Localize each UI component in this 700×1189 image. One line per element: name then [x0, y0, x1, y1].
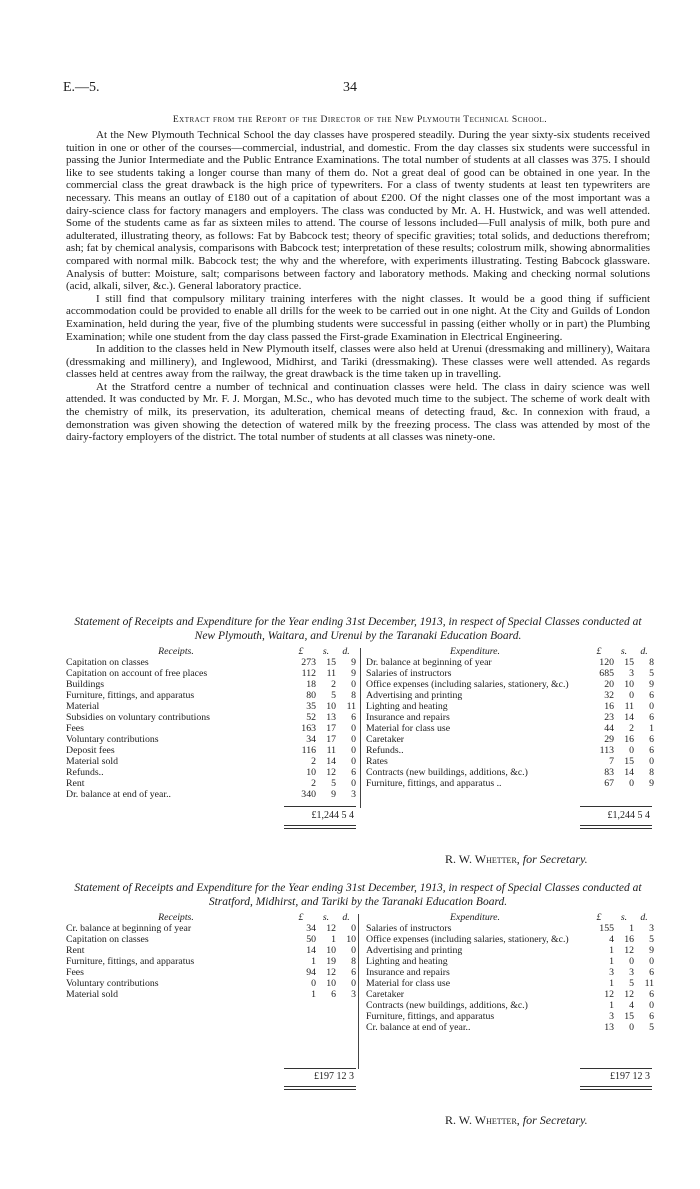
ledger-row	[66, 956, 356, 967]
amount-shillings: 12	[326, 767, 336, 778]
total-rule	[284, 828, 356, 829]
amount-pence: 0	[351, 778, 356, 789]
amount-shillings: 17	[326, 734, 336, 745]
amount-shillings: 13	[326, 712, 336, 723]
ledger-item-label: Material sold	[66, 756, 118, 767]
ledger-row	[66, 756, 356, 767]
amount-pence: 0	[351, 756, 356, 767]
ledger-row	[366, 767, 654, 778]
amount-pence: 8	[649, 657, 654, 668]
ledger-item-label: Advertising and printing	[366, 945, 463, 956]
ledger-row	[366, 745, 654, 756]
amount-shillings: 15	[624, 756, 634, 767]
amount-shillings: 6	[331, 989, 336, 1000]
total-rule	[284, 806, 356, 807]
amount-pounds: 116	[301, 745, 316, 756]
amount-pounds: 34	[306, 734, 316, 745]
amount-shillings: 11	[326, 745, 336, 756]
shillings-unit: s.	[620, 646, 628, 657]
amount-shillings: 15	[624, 1011, 634, 1022]
amount-pence: 3	[351, 789, 356, 800]
amount-shillings: 3	[629, 668, 634, 679]
amount-pounds: 1	[609, 1000, 614, 1011]
amount-pounds: 273	[301, 657, 316, 668]
ledger-row	[66, 923, 356, 934]
ledger-row	[366, 967, 654, 978]
ledger-item-label: Rates	[366, 756, 388, 767]
amount-pence: 6	[351, 767, 356, 778]
amount-pence: 0	[351, 978, 356, 989]
ledger-item-label: Cr. balance at beginning of year	[66, 923, 192, 934]
column-divider	[358, 914, 359, 1069]
report-title: Extract from the Report of the Director of the New Plymouth Technical School.	[172, 115, 548, 125]
ledger-item-label: Material	[66, 701, 100, 712]
ledger-row	[66, 934, 356, 945]
amount-pence: 8	[649, 767, 654, 778]
ledger-row	[366, 723, 654, 734]
ledger-row	[66, 945, 356, 956]
amount-pence: 0	[351, 679, 356, 690]
ledger-row	[366, 734, 654, 745]
report-body	[66, 129, 650, 444]
signature-role: for Secretary.	[522, 852, 588, 866]
amount-pounds: 2	[311, 778, 316, 789]
statement-1-expenditure	[366, 646, 654, 789]
shillings-unit: s.	[322, 912, 330, 923]
amount-pounds: 29	[604, 734, 614, 745]
amount-shillings: 17	[326, 723, 336, 734]
amount-pounds: 113	[599, 745, 614, 756]
amount-shillings: 0	[629, 690, 634, 701]
ledger-row	[66, 690, 356, 701]
amount-pounds: 163	[301, 723, 316, 734]
amount-shillings: 12	[326, 923, 336, 934]
amount-shillings: 14	[624, 767, 634, 778]
amount-pence: 6	[649, 734, 654, 745]
ledger-item-label: Voluntary contributions	[66, 734, 159, 745]
ledger-item-label: Dr. balance at end of year..	[66, 789, 171, 800]
amount-pounds: 3	[609, 967, 614, 978]
total-rule	[284, 1089, 356, 1090]
ledger-row	[366, 701, 654, 712]
amount-pence: 3	[649, 923, 654, 934]
amount-shillings: 10	[326, 978, 336, 989]
amount-pence: 0	[649, 701, 654, 712]
ledger-item-label: Contracts (new buildings, additions, &c.)	[366, 1000, 528, 1011]
amount-shillings: 0	[629, 956, 634, 967]
ledger-row	[366, 668, 654, 679]
amount-shillings: 16	[624, 734, 634, 745]
ledger-item-label: Rent	[66, 945, 85, 956]
amount-pounds: 155	[599, 923, 614, 934]
amount-shillings: 2	[331, 679, 336, 690]
statement-2-expenditure-total: £197 12 3	[610, 1071, 650, 1082]
amount-pence: 9	[649, 679, 654, 690]
ledger-item-label: Insurance and repairs	[366, 967, 450, 978]
amount-shillings: 10	[326, 945, 336, 956]
statement-2-signature	[445, 1113, 588, 1128]
ledger-row	[366, 778, 654, 789]
amount-pounds: 120	[599, 657, 614, 668]
ledger-row	[366, 978, 654, 989]
ledger-item-label: Cr. balance at end of year..	[366, 1022, 471, 1033]
amount-shillings: 10	[624, 679, 634, 690]
amount-pounds: 83	[604, 767, 614, 778]
ledger-item-label: Refunds..	[66, 767, 104, 778]
amount-shillings: 12	[624, 989, 634, 1000]
amount-shillings: 1	[629, 923, 634, 934]
amount-pence: 6	[351, 712, 356, 723]
ledger-row	[366, 923, 654, 934]
amount-pounds: 0	[311, 978, 316, 989]
ledger-row	[66, 679, 356, 690]
ledger-item-label: Capitation on classes	[66, 657, 149, 668]
column-heading: Receipts.	[158, 912, 194, 923]
ledger-item-label: Furniture, fittings, and apparatus	[366, 1011, 495, 1022]
amount-pence: 8	[351, 956, 356, 967]
amount-shillings: 5	[331, 690, 336, 701]
pence-unit: d.	[640, 912, 648, 923]
amount-shillings: 0	[629, 778, 634, 789]
signature-role: for Secretary.	[522, 1113, 588, 1127]
ledger-row	[366, 679, 654, 690]
amount-shillings: 16	[624, 934, 634, 945]
ledger-row	[366, 1000, 654, 1011]
statement-1-receipts	[66, 646, 356, 800]
ledger-row	[66, 989, 356, 1000]
ledger-item-label: Refunds..	[366, 745, 404, 756]
amount-pounds: 52	[306, 712, 316, 723]
ledger-item-label: Contracts (new buildings, additions, &c.)	[366, 767, 528, 778]
statement-1-signature	[445, 852, 588, 867]
ledger-row	[66, 657, 356, 668]
amount-shillings: 14	[624, 712, 634, 723]
amount-pence: 9	[649, 945, 654, 956]
amount-pence: 0	[649, 1000, 654, 1011]
amount-pounds: 2	[311, 756, 316, 767]
amount-shillings: 11	[326, 668, 336, 679]
statement-2-title: Statement of Receipts and Expenditure for the Year ending 31st December, 1913, in respect of Special Classes conducted at Stratford, Midhirst, and Tariki by the Taranaki Education Board.	[74, 882, 642, 908]
amount-pence: 11	[644, 978, 654, 989]
ledger-item-label: Office expenses (including salaries, stationery, &c.)	[366, 934, 569, 945]
pounds-unit: £	[596, 646, 602, 657]
amount-shillings: 2	[629, 723, 634, 734]
ledger-item-label: Caretaker	[366, 989, 405, 1000]
ledger-row	[66, 978, 356, 989]
amount-shillings: 12	[624, 945, 634, 956]
amount-pounds: 32	[604, 690, 614, 701]
signature-name: R. W. Whetter,	[445, 1113, 520, 1127]
ledger-item-label: Dr. balance at beginning of year	[366, 657, 492, 668]
amount-pence: 8	[351, 690, 356, 701]
total-rule	[580, 1086, 652, 1087]
amount-pence: 6	[649, 745, 654, 756]
amount-pence: 5	[649, 934, 654, 945]
ledger-item-label: Buildings	[66, 679, 105, 690]
amount-pence: 0	[351, 734, 356, 745]
amount-pence: 6	[649, 690, 654, 701]
amount-pounds: 3	[609, 1011, 614, 1022]
ledger-row	[66, 789, 356, 800]
amount-pounds: 1	[609, 978, 614, 989]
amount-shillings: 3	[629, 967, 634, 978]
total-rule	[580, 806, 652, 807]
amount-pence: 6	[649, 989, 654, 1000]
amount-pence: 0	[351, 745, 356, 756]
column-heading: Receipts.	[158, 646, 194, 657]
amount-pounds: 18	[306, 679, 316, 690]
pence-unit: d.	[640, 646, 648, 657]
total-rule	[580, 825, 652, 826]
ledger-item-label: Furniture, fittings, and apparatus	[66, 956, 195, 967]
amount-pence: 0	[351, 945, 356, 956]
amount-pence: 0	[351, 923, 356, 934]
amount-pounds: 94	[306, 967, 316, 978]
statement-2-receipts	[66, 912, 356, 1000]
statement-1-title: Statement of Receipts and Expenditure for the Year ending 31st December, 1913, in respect of Special Classes conducted at New Plymouth, Waitara, and Urenui by the Taranaki Education Board.	[74, 616, 642, 642]
page-number: 34	[343, 80, 357, 95]
amount-pounds: 12	[604, 989, 614, 1000]
amount-pounds: 7	[609, 756, 614, 767]
statement-2-receipts-total: £197 12 3	[314, 1071, 354, 1082]
amount-pounds: 1	[609, 956, 614, 967]
amount-shillings: 15	[326, 657, 336, 668]
document-reference: E.—5.	[63, 80, 100, 95]
ledger-item-label: Fees	[66, 967, 84, 978]
ledger-item-label: Capitation on account of free places	[66, 668, 208, 679]
amount-pounds: 1	[311, 956, 316, 967]
ledger-row	[366, 1011, 654, 1022]
pence-unit: d.	[342, 912, 350, 923]
ledger-item-label: Voluntary contributions	[66, 978, 159, 989]
ledger-row	[366, 1022, 654, 1033]
shillings-unit: s.	[322, 646, 330, 657]
ledger-row	[366, 989, 654, 1000]
amount-pounds: 14	[306, 945, 316, 956]
column-heading: Expenditure.	[450, 646, 500, 657]
ledger-item-label: Rent	[66, 778, 85, 789]
amount-pence: 9	[649, 778, 654, 789]
ledger-item-label: Advertising and printing	[366, 690, 463, 701]
ledger-item-label: Fees	[66, 723, 84, 734]
amount-shillings: 5	[629, 978, 634, 989]
amount-pence: 5	[649, 1022, 654, 1033]
amount-pounds: 13	[604, 1022, 614, 1033]
ledger-item-label: Furniture, fittings, and apparatus ..	[366, 778, 502, 789]
amount-shillings: 19	[326, 956, 336, 967]
amount-pounds: 80	[306, 690, 316, 701]
amount-shillings: 9	[331, 789, 336, 800]
amount-pence: 9	[351, 668, 356, 679]
ledger-item-label: Capitation on classes	[66, 934, 149, 945]
amount-pence: 11	[346, 701, 356, 712]
amount-pounds: 340	[301, 789, 316, 800]
ledger-row	[366, 690, 654, 701]
total-rule	[284, 825, 356, 826]
amount-pence: 6	[649, 967, 654, 978]
signature-name: R. W. Whetter,	[445, 852, 520, 866]
statement-2-expenditure	[366, 912, 654, 1033]
total-rule	[580, 1068, 652, 1069]
amount-pounds: 1	[609, 945, 614, 956]
amount-shillings: 4	[629, 1000, 634, 1011]
paragraph: In addition to the classes held in New Plymouth itself, classes were also held at Urenui (dressmaking and millinery), Waitara (dressmaking and millinery), and Inglewood, Midhirst, and Tariki (dressmaking). These classes were well attended. As regards classes held at centres away from the railway, the great drawback is the time taken up in travelling.	[66, 343, 650, 381]
ledger-item-label: Deposit fees	[66, 745, 115, 756]
amount-pounds: 35	[306, 701, 316, 712]
amount-pounds: 685	[599, 668, 614, 679]
pounds-unit: £	[596, 912, 602, 923]
amount-pounds: 16	[604, 701, 614, 712]
ledger-row	[366, 934, 654, 945]
ledger-row	[66, 668, 356, 679]
amount-pounds: 23	[604, 712, 614, 723]
amount-pence: 6	[351, 967, 356, 978]
amount-shillings: 14	[326, 756, 336, 767]
amount-shillings: 0	[629, 745, 634, 756]
amount-pounds: 34	[306, 923, 316, 934]
paragraph: At the New Plymouth Technical School the day classes have prospered steadily. During the year sixty-six students received tuition in one or other of the courses—commercial, industrial, and domestic. From the day classes six students were successful in passing the Junior Intermediate and the Public Entrance Examinations. The total number of students at all classes was 375. I should like to see students taking a longer course than many of them do. Not a great deal of good can be obtained in one year. In the commercial class the great drawback is the high price of typewriters. For a class of twenty students at least ten typewriters are necessary. This means an outlay of £180 out of a capitation of about £200. Of the night classes one of the most important was a dairy-science class for factory managers and employers. The class was conducted by Mr. A. H. Hustwick, and was well attended. Some of the students came as far as sixteen miles to attend. The course of lessons included—Full analysis of milk, both pure and adulterated, illustrating theory, as follows: Fat by Babcock test; theory of specific gravities; total solids, and deductions therefrom; ash; fat by chemical analysis, comparisons with Babcock test; interpretation of these results; colostrum milk, showing abnormalities compared with normal milk. Babcock test; the why and the wherefore, with experiments illustrating. Testing Babcock glassware. Analysis of butter: Moisture, salt; comparisons between factory and laboratory methods. Making and checking normal solutions (acid, alkali, silver, &c.). General laboratory practice.	[66, 129, 650, 293]
ledger-row	[66, 778, 356, 789]
ledger-item-label: Subsidies on voluntary contributions	[66, 712, 210, 723]
ledger-row	[66, 767, 356, 778]
statement-1-expenditure-total: £1,244 5 4	[607, 810, 650, 821]
amount-shillings: 1	[331, 934, 336, 945]
ledger-item-label: Salaries of instructors	[366, 923, 452, 934]
amount-pence: 0	[649, 756, 654, 767]
ledger-row	[66, 745, 356, 756]
amount-pence: 3	[351, 989, 356, 1000]
amount-shillings: 12	[326, 967, 336, 978]
ledger-row	[66, 967, 356, 978]
ledger-row	[366, 657, 654, 668]
ledger-row	[66, 701, 356, 712]
ledger-row	[366, 756, 654, 767]
amount-pounds: 44	[604, 723, 614, 734]
ledger-row	[66, 734, 356, 745]
ledger-row	[366, 956, 654, 967]
ledger-item-label: Material sold	[66, 989, 118, 1000]
ledger-item-label: Lighting and heating	[366, 956, 448, 967]
pence-unit: d.	[342, 646, 350, 657]
amount-pence: 9	[351, 657, 356, 668]
ledger-row	[366, 712, 654, 723]
paragraph: I still find that compulsory military training interferes with the night classes. It would be a good thing if sufficient accommodation could be provided to enable all drills for the week to be carried out in one night. At the City and Guilds of London Examination, held during the year, five of the plumbing students were successful in passing (either wholly or in part) the Plumbing Examination; while one student from the day class passed the First-grade Examination in Electrical Engineering.	[66, 292, 650, 343]
amount-pounds: 50	[306, 934, 316, 945]
amount-shillings: 10	[326, 701, 336, 712]
amount-pence: 6	[649, 712, 654, 723]
ledger-item-label: Material for class use	[366, 723, 451, 734]
ledger-row	[66, 723, 356, 734]
shillings-unit: s.	[620, 912, 628, 923]
total-rule	[284, 1068, 356, 1069]
amount-shillings: 5	[331, 778, 336, 789]
amount-shillings: 15	[624, 657, 634, 668]
ledger-item-label: Insurance and repairs	[366, 712, 450, 723]
amount-shillings: 11	[624, 701, 634, 712]
amount-pounds: 1	[311, 989, 316, 1000]
amount-pounds: 4	[609, 934, 614, 945]
amount-pence: 6	[649, 1011, 654, 1022]
ledger-item-label: Office expenses (including salaries, stationery, &c.)	[366, 679, 569, 690]
statement-1-receipts-total: £1,244 5 4	[311, 810, 354, 821]
pounds-unit: £	[298, 912, 304, 923]
amount-pence: 0	[649, 956, 654, 967]
ledger-item-label: Material for class use	[366, 978, 451, 989]
ledger-item-label: Lighting and heating	[366, 701, 448, 712]
amount-pence: 5	[649, 668, 654, 679]
amount-pence: 0	[351, 723, 356, 734]
ledger-item-label: Furniture, fittings, and apparatus	[66, 690, 195, 701]
amount-pence: 1	[649, 723, 654, 734]
ledger-row	[366, 945, 654, 956]
column-heading: Expenditure.	[450, 912, 500, 923]
amount-pounds: 10	[306, 767, 316, 778]
ledger-item-label: Caretaker	[366, 734, 405, 745]
amount-shillings: 0	[629, 1022, 634, 1033]
column-divider	[360, 648, 361, 808]
total-rule	[580, 1089, 652, 1090]
amount-pounds: 20	[604, 679, 614, 690]
amount-pounds: 67	[604, 778, 614, 789]
amount-pence: 10	[346, 934, 356, 945]
pounds-unit: £	[298, 646, 304, 657]
ledger-item-label: Salaries of instructors	[366, 668, 452, 679]
ledger-row	[66, 712, 356, 723]
total-rule	[284, 1086, 356, 1087]
paragraph: At the Stratford centre a number of technical and continuation classes were held. The class in dairy science was well attended. It was conducted by Mr. F. J. Morgan, M.Sc., who has devoted much time to the subject. The scheme of work dealt with the chemistry of milk, its preservation, its adulteration, chemical means of detecting fraud, &c. In connexion with fraud, a demonstration was given showing the detection of watered milk by the freezing process. The class was attended by most of the dairy-factory employers of the district. The total number of students at all classes was ninety-one.	[66, 380, 650, 444]
total-rule	[580, 828, 652, 829]
amount-pounds: 112	[301, 668, 316, 679]
